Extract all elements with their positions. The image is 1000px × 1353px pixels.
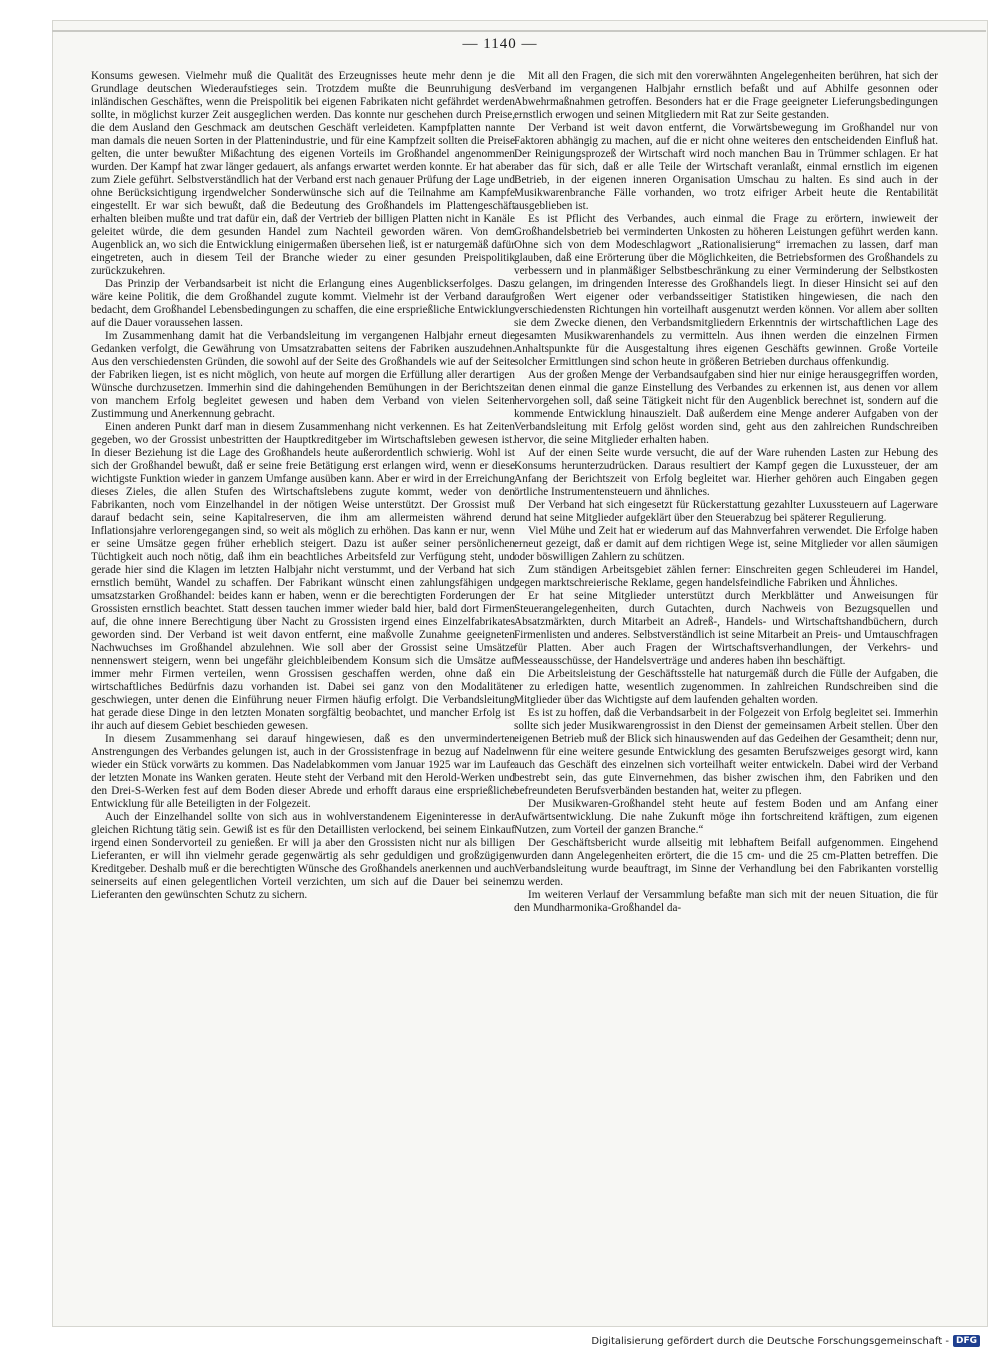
left-column (91, 70, 515, 1270)
paragraph: Auf der einen Seite wurde versucht, die auf der Ware ruhenden Lasten zur Hebung des Konsums herunterzudrücken. Daraus resultiert der Kampf gegen die Luxussteuer, der am Anfang der Berichtszeit von Erfolg begleitet war. Hierher gehören auch Eingaben gegen örtliche Instrumentensteuern und ähnliches. (514, 447, 938, 498)
paragraph: Im weiteren Verlauf der Versammlung befaßte man sich mit der neuen Situation, die für den Mundharmonika-Großhandel da- (514, 889, 938, 914)
paragraph: Konsums gewesen. Vielmehr muß die Qualität des Erzeugnisses heute mehr denn je die Grundlage deutschen Wiederaufstieges sein. Trotzdem mußte die Beunruhigung des inländischen Geschäftes, wenn die Preispolitik bei eigenen Fabrikaten nicht gefährdet werden sollte, in möglichst kurzer Zeit ausgeglichen werden. Das konnte nur geschehen durch Preise, die dem Ausland den Geschmack am deutschen Geschäft verleideten. Kampfplatten nannte man damals die neuen Sorten in der Plattenindustrie, und für eine Kampfzeit sollten die Preise gelten, die unter bewußter Mißachtung des eigenen Vorteils im Großhandel angenommen wurden. Der Kampf hat zwar länger gedauert, als anfangs erwartet werden konnte. Er hat aber zum Ziele geführt. Selbstverständlich hat der Verband erst nach genauer Prüfung der Lage und ohne Berücksichtigung irgendwelcher Sonderwünsche sich auf die Teilnahme am Kampfe eingestellt. Er war sich bewußt, daß die Bedeutung des Großhandels im Plattengeschäft erhalten bleiben mußte und trat dafür ein, daß der Vertrieb der billigen Platten nicht in Kanäle geleitet würde, die dem gesunden Handel zum Nachteil geworden wären. Von dem Augenblick an, wo sich die Entwicklung einigermaßen übersehen ließ, ist er naturgemäß dafür eingetreten, auch in diesem Teil der Branche wieder zu einer gesunden Preispolitik zurückzukehren. (91, 70, 515, 277)
dfg-logo: DFG (953, 1335, 980, 1347)
paragraph: Auch der Einzelhandel sollte von sich aus in wohlverstandenem Eigeninteresse in der gleichen Richtung tätig sein. Gewiß ist es für den Detaillisten verlockend, bei seinem Einkauf irgend einen Sondervorteil zu genießen. Er will ja aber den Grossisten nicht nur als billigen Lieferanten, er will ihn vielmehr gerade gegenwärtig als sehr geduldigen und großzügigen Kreditgeber. Deshalb muß er die berechtigten Wünsche des Großhandels anerkennen und auch seinerseits auf einen gelegentlichen Vorteil verzichten, um sich auf die Dauer bei seinem Lieferanten den gewünschten Schutz zu sichern. (91, 811, 515, 901)
paragraph: Der Geschäftsbericht wurde allseitig mit lebhaftem Beifall aufgenommen. Eingehend wurden dann Angelegenheiten erörtert, die die 15 cm- und die 25 cm-Platten betreffen. Die Verbandsleitung wurde beauftragt, im Sinne der Verhandlung bei den Fabrikanten vorstellig zu werden. (514, 837, 938, 888)
top-rule (52, 30, 986, 32)
paragraph: Er hat seine Mitglieder unterstützt durch Merkblätter und Anweisungen für Steuerangelegenheiten, durch Gutachten, durch Nachweis von Bezugsquellen und Absatzmärkten, durch Mitarbeit an Adreß-, Handels- und Wirtschaftshandbüchern, durch Firmenlisten und anderes. Selbstverständlich ist seine Mitarbeit an Preis- und Umtauschfragen für Platten. Aber auch Fragen der Wirtschaftsverhandlungen, der Verkehrs- und Messeausschüsse, der Handelsverträge und anderes haben ihn beschäftigt. (514, 590, 938, 667)
paragraph: Das Prinzip der Verbandsarbeit ist nicht die Erlangung eines Augenblickserfolges. Das wäre keine Politik, die dem Großhandel zugute kommt. Vielmehr ist der Verband darauf bedacht, dem Großhandel Lebensbedingungen zu schaffen, die eine ersprießliche Entwicklung auf die Dauer voraussehen lassen. (91, 278, 515, 329)
footer-credit (591, 1335, 980, 1347)
paragraph: In diesem Zusammenhang sei darauf hingewiesen, daß es den unverminderten Anstrengungen des Verbandes gelungen ist, auch in der Grossistenfrage in bezug auf Nadeln wieder ein Stück vorwärts zu kommen. Das Nadelabkommen vom Januar 1925 war im Laufe der letzten Monate ins Wanken geraten. Heute steht der Verband mit den Herold-Werken und den Drei-S-Werken fest auf dem Boden dieser Abrede und erhofft daraus eine ersprießliche Entwicklung für alle Beteiligten in der Folgezeit. (91, 733, 515, 810)
paragraph: Aus der großen Menge der Verbandsaufgaben sind hier nur einige herausgegriffen worden, an denen einmal die ganze Einstellung des Verbandes zu erkennen ist, aus denen vor allem hervorgehen soll, daß seine Tätigkeit nicht für den Augenblick berechnet ist, sondern auf die kommende Entwicklung hinauszielt. Daß außerdem eine Menge anderer Aufgaben von der Verbandsleitung mit Erfolg gelöst worden sind, geht aus den zahlreichen Rundschreiben hervor, die seine Mitglieder erhalten haben. (514, 369, 938, 446)
paragraph: Der Musikwaren-Großhandel steht heute auf festem Boden und am Anfang einer Aufwärtsentwicklung. Die nahe Zukunft möge ihn fortschreitend kräftigen, zum eigenen Nutzen, zum Vorteil der ganzen Branche.“ (514, 798, 938, 836)
paragraph: Mit all den Fragen, die sich mit den vorerwähnten Angelegenheiten berühren, hat sich der Verband im vergangenen Halbjahr ernstlich befaßt und auf Abhilfe gesonnen oder Abwehrmaßnahmen getroffen. Besonders hat er die Frage geeigneter Lieferungsbedingungen ernstlich erwogen und seinen Mitgliedern mit Rat zur Seite gestanden. (514, 70, 938, 121)
paragraph: Die Arbeitsleistung der Geschäftsstelle hat naturgemäß durch die Fülle der Aufgaben, die er zu erledigen hatte, wesentlich zugenommen. In zahlreichen Rundschreiben sind die Mitglieder über das Wichtigste auf dem laufenden gehalten worden. (514, 668, 938, 706)
paragraph: Es ist Pflicht des Verbandes, auch einmal die Frage zu erörtern, inwieweit der Großhandelsbetrieb bei verminderten Unkosten zu höheren Leistungen geführt werden kann. Ohne sich von dem Modeschlagwort „Rationalisierung“ irremachen zu lassen, darf man glauben, daß eine Erörterung über die Möglichkeiten, die Betriebsformen des Großhandels zu verbessern und in planmäßiger Selbstbeschränkung zu einer Verminderung der Selbstkosten zu gelangen, im dringenden Interesse des Großhandels liegt. In dieser Hinsicht sei auf den großen Wert eigener oder verbandsseitiger Statistiken hingewiesen, die nach den verschiedensten Richtungen hin vorteilhaft ausgenutzt werden können. Vor allem aber sollten sie dem Zwecke dienen, den Verbandsmitgliedern Erkenntnis der wirtschaftlichen Lage des gesamten Musikwarenhandels zu vermitteln. Aus ihnen werden die einzelnen Firmen Anhaltspunkte für die Ausgestaltung ihres eigenen Geschäfts gewinnen. Große Vorteile solcher Ermittlungen sind schon heute in größeren Betrieben durchaus offenkundig. (514, 213, 938, 368)
paragraph: Der Verband hat sich eingesetzt für Rückerstattung gezahlter Luxussteuern auf Lagerware und hat seine Mitglieder aufgeklärt über den Steuerabzug bei späterer Regulierung. (514, 499, 938, 524)
paragraph: Es ist zu hoffen, daß die Verbandsarbeit in der Folgezeit von Erfolg begleitet sei. Immerhin sollte sich jeder Musikwarengrossist in den Dienst der gemeinsamen Arbeit stellen. Über den eigenen Betrieb muß der Blick sich hinauswenden auf das Gedeihen der Gesamtheit; denn nur, wenn für eine weitere gesunde Entwicklung des gesamten Berufszweiges gesorgt wird, kann auch das Geschäft des einzelnen sich vorteilhaft weiter entwickeln. Dabei wird der Verband bestrebt sein, das gute Einvernehmen, das bisher zwischen ihm, den Fabriken und den befreundeten Berufsverbänden bestanden hat, weiter zu pflegen. (514, 707, 938, 797)
paragraph: Zum ständigen Arbeitsgebiet zählen ferner: Einschreiten gegen Schleuderei im Handel, gegen marktschreierische Reklame, gegen handelsfeindliche Fabriken und Ähnliches. (514, 564, 938, 589)
paragraph: Viel Mühe und Zeit hat er wiederum auf das Mahnverfahren verwendet. Die Erfolge haben erneut gezeigt, daß er damit auf dem richtigen Wege ist, seine Mitglieder vor allen säumigen oder böswilligen Zahlern zu schützen. (514, 525, 938, 563)
right-column (514, 70, 938, 1270)
paragraph: Einen anderen Punkt darf man in diesem Zusammenhang nicht verkennen. Es hat Zeiten gegeben, wo der Grossist unbestritten der Hauptkreditgeber im Wirtschaftsleben gewesen ist. In dieser Beziehung ist die Lage des Großhandels heute außerordentlich schwierig. Wohl ist sich der Großhandel bewußt, daß er seine freie Betätigung erst erlangen wird, wenn er diese wichtigste Funktion wieder in ganzem Umfange ausüben kann. Aber er wird in der Erreichung dieses Zieles, die allen Stufen des Wirtschaftslebens zugute kommt, weder von den Fabrikanten, noch vom Einzelhandel in der nötigen Weise unterstützt. Der Grossist muß darauf bedacht sein, seine Kapitalreserven, die ihm am allermeisten während der Inflationsjahre verlorengegangen sind, so weit als möglich zu erhöhen. Das kann er nur, wenn er seine Umsätze gegen früher erheblich steigert. Dazu ist außer seiner persönlichen Tüchtigkeit auch noch nötig, daß ihm ein beachtliches Arbeitsfeld zur Verfügung steht, und gerade hier sind die Klagen im letzten Halbjahr nicht verstummt, und der Verband hat sich ernstlich bemüht, Wandel zu schaffen. Der Fabrikant wünscht einen zahlungsfähigen und umsatzstarken Großhandel: beides kann er haben, wenn er die berechtigten Forderungen der Grossisten ernstlich beachtet. Statt dessen tauchen immer wieder bald hier, bald dort Firmen auf, die ohne innere Berechtigung über Nacht zu Grossisten irgend eines Einzelfabrikates geworden sind. Der Verband ist weit davon entfernt, eine maßvolle Zunahme geeigneten Nachwuchses im Großhandel abzulehnen. Wie soll aber der Grossist seine Umsätze nennenswert steigern, wenn bei ungefähr gleichbleibendem Konsum sich die Umsätze auf immer mehr Firmen verteilen, wenn Grossisen geschaffen werden, ohne daß ein wirtschaftliches Bedürfnis dazu vorhanden ist. Dabei sei ganz von den Modalitäten geschwiegen, unter denen die Einführung neuer Firmen häufig erfolgt. Die Verbandsleitung hat gerade diese Dinge in den letzten Monaten sorgfältig beobachtet, und mancher Erfolg ist ihr auch auf diesem Gebiet beschieden gewesen. (91, 421, 515, 732)
footer-text: Digitalisierung gefördert durch die Deutsche Forschungsgemeinschaft - (591, 1335, 949, 1347)
paragraph: Der Verband ist weit davon entfernt, die Vorwärtsbewegung im Großhandel nur von Faktoren abhängig zu machen, auf die er nicht ohne weiteres den entscheidenden Einfluß hat. Der Reinigungsprozeß der Wirtschaft wird noch manchen Bau in Trümmer schlagen. Er hat aber das für sich, daß er alle Teile der Wirtschaft veranlaßt, einmal ernstlich im eigenen Betrieb, in der eigenen inneren Organisation Umschau zu halten. Es sind auch in der Musikwarenbranche Fälle vorhanden, wo trotz eifriger Arbeit heute die Rentabilität ausgeblieben ist. (514, 122, 938, 212)
page-number: — 1140 — (462, 36, 538, 52)
paragraph: Im Zusammenhang damit hat die Verbandsleitung im vergangenen Halbjahr erneut die Gedanken verfolgt, die Gewährung von Umsatzrabatten seitens der Fabriken auszudehnen. Aus den verschiedensten Gründen, die sowohl auf der Seite des Großhandels wie auf der Seite der Fabriken liegen, ist es nicht möglich, von heute auf morgen die Erfüllung aller derartigen Wünsche durchzusetzen. Immerhin sind die dahingehenden Bemühungen in der Berichtszeit von manchem Erfolg begleitet gewesen und haben dem Verband von vielen Seiten Zustimmung und Anerkennung gebracht. (91, 330, 515, 420)
